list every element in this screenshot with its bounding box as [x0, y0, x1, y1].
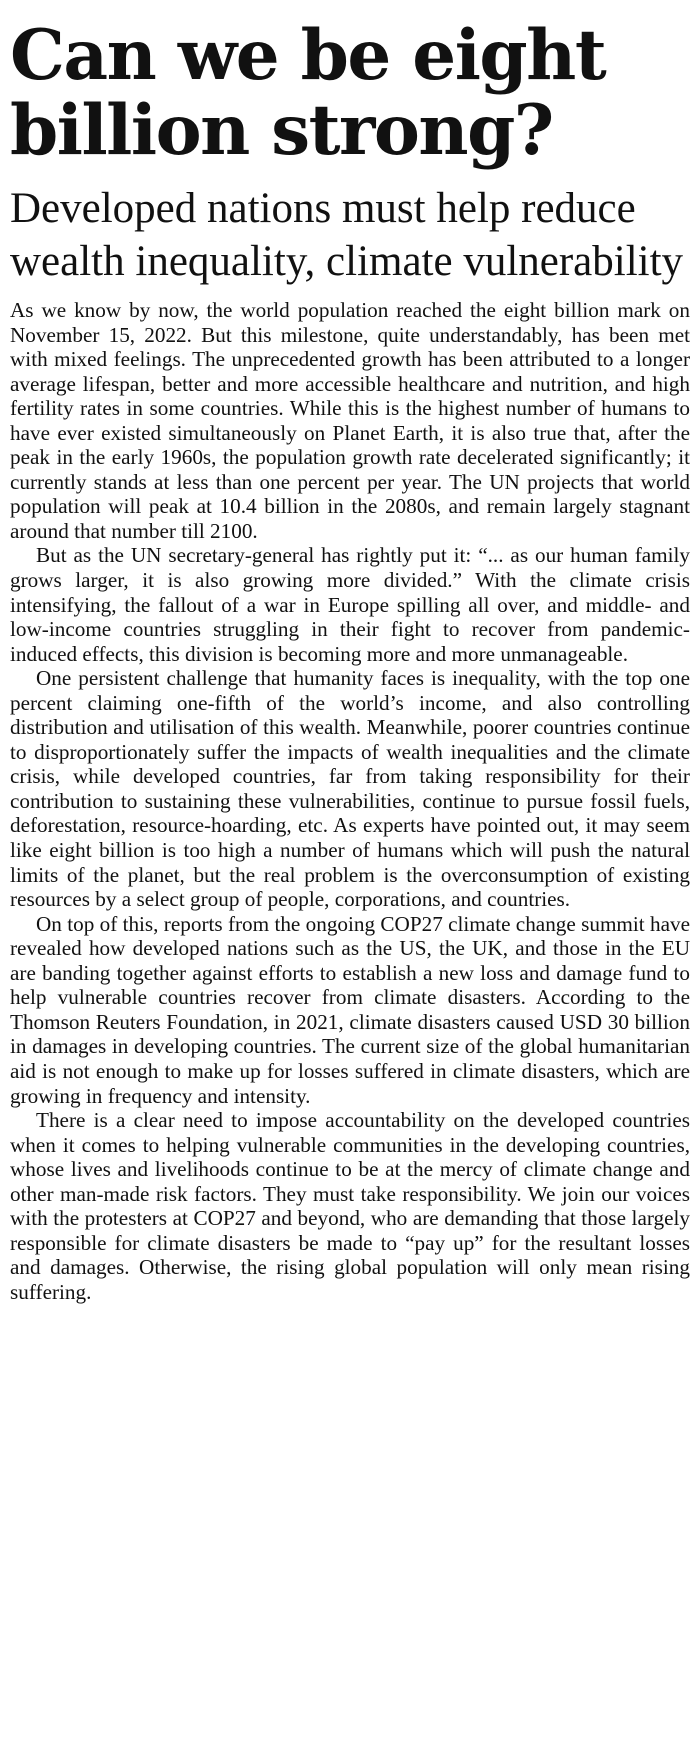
paragraph-2: But as the UN secretary-general has rightly put it: “... as our human family grows larger, it is also growing more divided.” With the climate crisis intensifying, the fallout of a war in Europe spilling all over, and middle- and low-income countries struggling in their fight to recover from pandemic-induced effects, this division is becoming more and more unmanageable.	[10, 543, 690, 666]
subheadline: Developed nations must help reduce wealth inequality, climate vulnerability	[10, 185, 684, 285]
paragraph-1: As we know by now, the world population reached the eight billion mark on November 15, 2022. But this milestone, quite understandably, has been met with mixed feelings. The unprecedented growth has been attributed to a longer average lifespan, better and more accessible healthcare and nutrition, and high fertility rates in some countries. While this is the highest number of humans to have ever existed simultaneously on Planet Earth, it is also true that, after the peak in the early 1960s, the population growth rate decelerated significantly; it currently stands at less than one percent per year. The UN projects that world population will peak at 10.4 billion in the 2080s, and remain largely stagnant around that number till 2100.	[10, 298, 690, 543]
paragraph-3: One persistent challenge that humanity faces is inequality, with the top one percent claiming one-fifth of the world’s income, and also controlling distribution and utilisation of this wealth. Meanwhile, poorer countries continue to disproportionately suffer the impacts of wealth inequalities and the climate crisis, while developed countries, far from taking responsibility for their contribution to sustaining these vulnerabilities, continue to pursue fossil fuels, deforestation, resource-hoarding, etc. As experts have pointed out, it may seem like eight billion is too high a number of humans which will push the natural limits of the planet, but the real problem is the overconsumption of existing resources by a select group of people, corporations, and countries.	[10, 666, 690, 912]
article-body	[10, 298, 690, 1304]
headline: Can we be eight billion strong?	[10, 15, 606, 171]
paragraph-5: There is a clear need to impose accountability on the developed countries when it comes to helping vulnerable communities in the developing countries, whose lives and livelihoods continue to be at the mercy of climate change and other man-made risk factors. They must take responsibility. We join our voices with the protesters at COP27 and beyond, who are demanding that those largely responsible for climate disasters be made to “pay up” for the resultant losses and damages. Otherwise, the rising global population will only mean rising suffering.	[10, 1108, 690, 1304]
paragraph-4: On top of this, reports from the ongoing COP27 climate change summit have revealed how developed nations such as the US, the UK, and those in the EU are banding together against efforts to establish a new loss and damage fund to help vulnerable countries recover from climate disasters. According to the Thomson Reuters Foundation, in 2021, climate disasters caused USD 30 billion in damages in developing countries. The current size of the global humanitarian aid is not enough to make up for losses suffered in climate disasters, which are growing in frequency and intensity.	[10, 911, 690, 1108]
